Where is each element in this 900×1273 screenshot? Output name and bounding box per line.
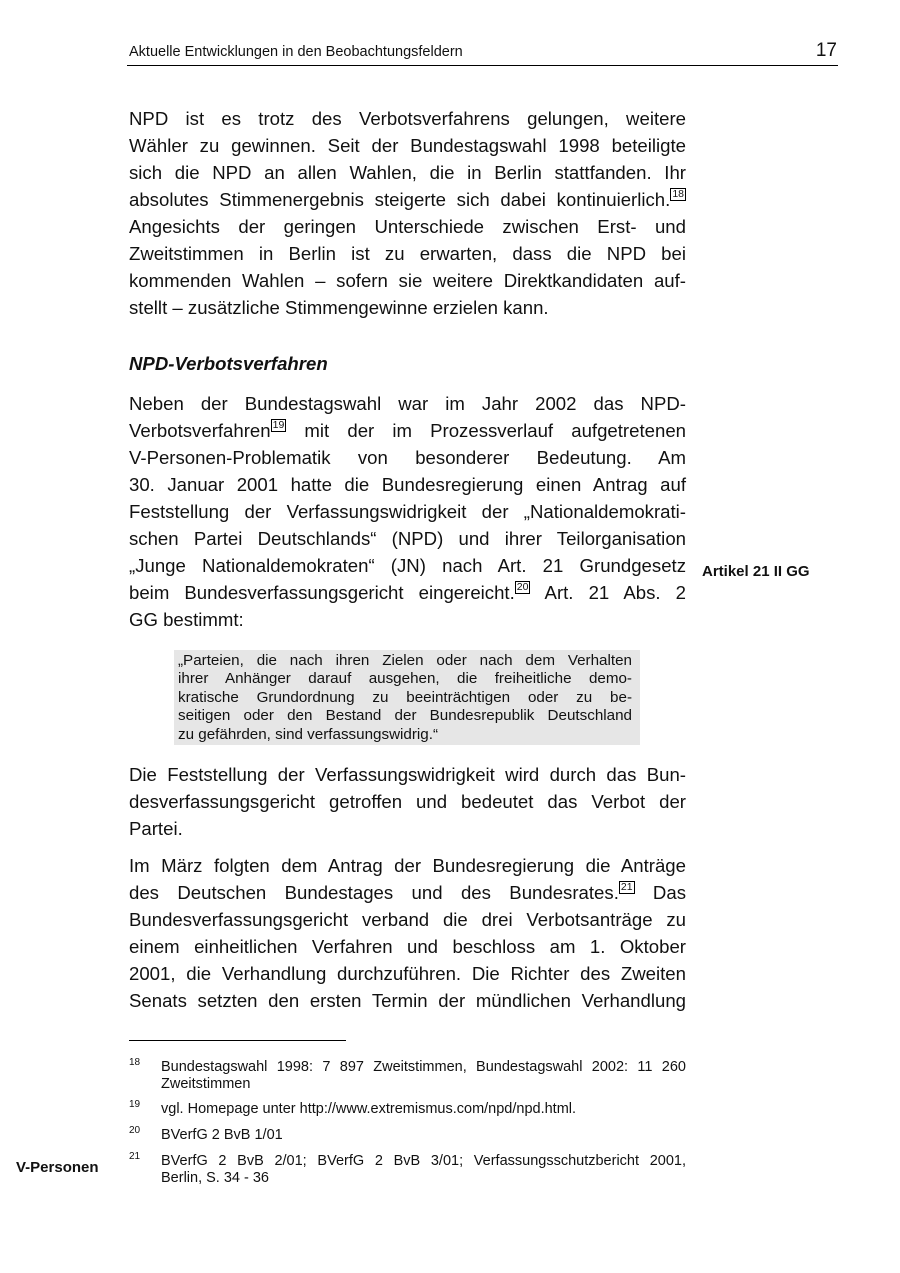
footnote-number: 20 — [129, 1125, 141, 1136]
quote-line: kratische Grundordnung zu beeinträchtigen oder zu be- — [178, 688, 632, 706]
footnote-number: 18 — [129, 1057, 141, 1068]
footnote-number: 19 — [129, 1099, 141, 1110]
text-segment: Das — [634, 882, 686, 903]
quote-line: zu gefährden, sind verfassungswidrig.“ — [178, 725, 439, 743]
footnote-line: BVerfG 2 BvB 1/01 — [161, 1127, 283, 1143]
text-line: desverfassungsgericht getroffen und bedeutet das Verbot der — [129, 791, 686, 812]
text-line-with-footnote — [129, 417, 686, 444]
text-line: sich die NPD an allen Wahlen, die in Berlin stattfanden. Ihr — [129, 162, 686, 183]
text-segment: des Deutschen Bundestages und des Bundesrates. — [129, 882, 619, 903]
text-line: stellt – zusätzliche Stimmengewinne erzielen kann. — [129, 297, 549, 318]
footnote-20 — [129, 1127, 686, 1144]
text-line: Wähler zu gewinnen. Seit der Bundestagswahl 1998 beteiligte — [129, 135, 686, 156]
paragraph-npd-wahlen — [129, 105, 686, 321]
quote-box — [174, 650, 640, 745]
footnote-line: Bundestagswahl 1998: 7 897 Zweitstimmen, Bundestagswahl 2002: 11 260 — [161, 1059, 686, 1075]
text-segment: beim Bundesverfassungsgericht eingereicht. — [129, 582, 515, 603]
quote-line: „Parteien, die nach ihren Zielen oder nach dem Verhalten — [178, 652, 632, 669]
text-line: einem einheitlichen Verfahren und beschloss am 1. Oktober — [129, 936, 686, 957]
footnote-line: Berlin, S. 34 - 36 — [161, 1170, 269, 1186]
footnote-18 — [129, 1059, 686, 1093]
paragraph-feststellung — [129, 761, 686, 842]
text-segment: mit der im Prozessverlauf aufgetretenen — [286, 420, 686, 441]
section-heading: NPD-Verbotsverfahren — [129, 353, 328, 374]
text-line: schen Partei Deutschlands“ (NPD) und ihrer Teilorganisation — [129, 528, 686, 549]
text-line: Bundesverfassungsgericht verband die drei Verbotsanträge zu — [129, 909, 686, 930]
footnote-19 — [129, 1101, 686, 1118]
margin-note-v-personen: V-Personen — [16, 1159, 99, 1176]
text-line: Feststellung der Verfassungswidrigkeit der „Nationaldemokrati- — [129, 501, 686, 522]
text-line: V-Personen-Problematik von besonderer Bedeutung. Am — [129, 447, 686, 468]
text-line: Zweitstimmen in Berlin ist zu erwarten, dass die NPD bei — [129, 243, 686, 264]
text-line: Angesichts der geringen Unterschiede zwischen Erst- und — [129, 216, 686, 237]
quote-line: seitigen oder den Bestand der Bundesrepublik Deutschland — [178, 707, 632, 725]
footnote-ref-21[interactable]: 21 — [620, 880, 633, 893]
page-number: 17 — [815, 40, 837, 61]
footnote-number: 21 — [129, 1151, 141, 1162]
text-segment: Verbotsverfahren — [129, 420, 271, 441]
text-line: Neben der Bundestagswahl war im Jahr 2002 das NPD- — [129, 393, 686, 414]
text-line: Partei. — [129, 818, 183, 839]
footnote-line: BVerfG 2 BvB 2/01; BVerfG 2 BvB 3/01; Verfassungsschutzbericht 2001, — [161, 1153, 686, 1169]
text-line-with-footnote — [129, 186, 686, 213]
header-rule — [127, 65, 838, 66]
text-line-with-footnote — [129, 879, 686, 906]
text-line: kommenden Wahlen – sofern sie weitere Direktkandidaten auf- — [129, 270, 686, 291]
footnote-ref-18[interactable]: 18 — [672, 187, 684, 200]
text-line: GG bestimmt: — [129, 609, 244, 630]
footnote-21 — [129, 1153, 686, 1187]
paragraph-antraege — [129, 852, 686, 1014]
text-line: Senats setzten den ersten Termin der mündlichen Verhandlung — [129, 990, 686, 1011]
footnote-line: Zweitstimmen — [161, 1076, 251, 1092]
footnote-ref-20[interactable]: 20 — [516, 580, 529, 593]
footnote-line: vgl. Homepage unter http://www.extremismus.com/npd/npd.html. — [161, 1101, 577, 1117]
footnote-separator — [129, 1040, 346, 1041]
text-line: Die Feststellung der Verfassungswidrigkeit wird durch das Bun- — [129, 764, 686, 785]
text-line: „Junge Nationaldemokraten“ (JN) nach Art. 21 Grundgesetz — [129, 555, 686, 576]
text-line: NPD ist es trotz des Verbotsverfahrens gelungen, weitere — [129, 108, 686, 129]
text-line: 30. Januar 2001 hatte die Bundesregierung einen Antrag auf — [129, 474, 686, 495]
text-segment: absolutes Stimmenergebnis steigerte sich dabei kontinuierlich. — [129, 189, 671, 210]
paragraph-verbotsverfahren — [129, 390, 686, 633]
footnote-ref-19[interactable]: 19 — [272, 418, 285, 431]
margin-note-artikel: Artikel 21 II GG — [702, 563, 810, 580]
quote-line: ihrer Anhänger darauf ausgehen, die freiheitliche demo- — [178, 670, 632, 688]
text-line: Im März folgten dem Antrag der Bundesregierung die Anträge — [129, 855, 686, 876]
running-header-title: Aktuelle Entwicklungen in den Beobachtungsfeldern — [129, 44, 463, 60]
text-line: 2001, die Verhandlung durchzuführen. Die Richter des Zweiten — [129, 963, 686, 984]
text-line-with-footnote — [129, 579, 686, 606]
text-segment: Art. 21 Abs. 2 — [530, 582, 687, 603]
